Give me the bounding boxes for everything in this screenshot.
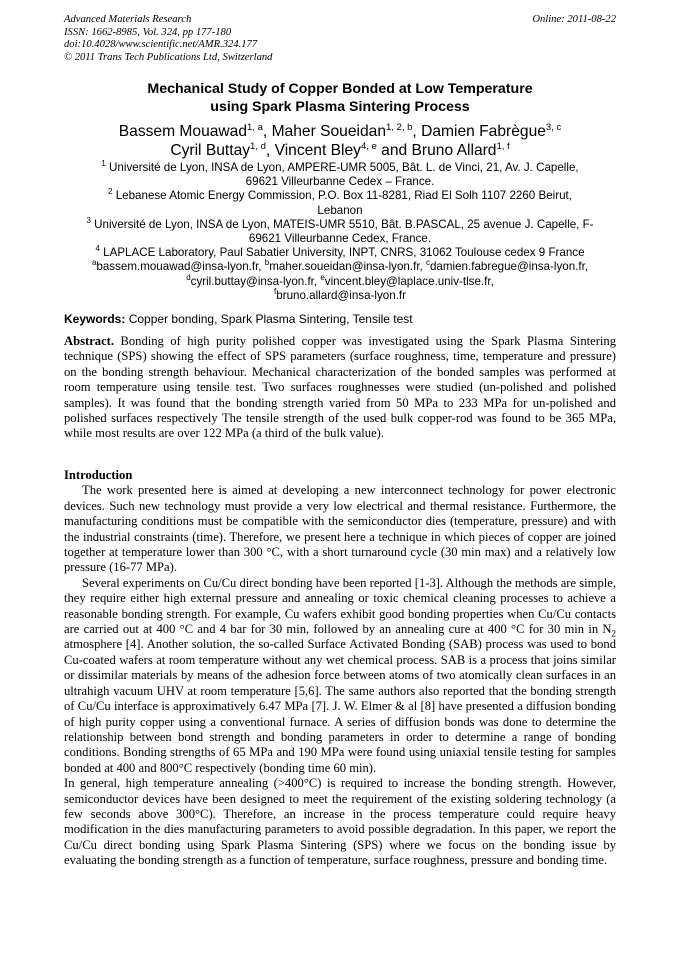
paragraph: In general, high temperature annealing (>400°C) is required to increase the bonding strength. However, semiconductor devices have been designed to meet the requirement of the existing soldering technology (a few seconds above 300°C). Therefore, an increase in the process temperature could require heavy modification in the dies manufacturing parameters to avoid possible degradation. In this paper, we report the Cu/Cu direct bonding using Spark Plasma Sintering (SPS) where we focus on the bonding issue by evaluating the bonding strength as a function of temperature, surface roughness, pressure and bonding time. — [64, 776, 616, 868]
introduction-section — [64, 468, 616, 869]
journal-name: Advanced Materials Research — [64, 14, 192, 25]
affiliation-text: Université de Lyon, INSA de Lyon, MATEIS-UMR 5510, Bât. B.PASCAL, 25 avenue J. Capelle, F- — [94, 217, 594, 231]
subscript: 2 — [611, 628, 616, 639]
paragraph — [64, 576, 616, 776]
author-list — [64, 122, 616, 160]
email-sup: a — [91, 258, 97, 268]
email-link[interactable]: cyril.buttay@insa-lyon.fr, — [190, 274, 321, 288]
affiliations — [62, 161, 618, 303]
affiliation-text: Lebanese Atomic Energy Commission, P.O. Box 11-8281, Riad El Solh 1107 2260 Beirut, — [115, 189, 572, 203]
email-sup: f — [274, 286, 277, 296]
email-sup: e — [320, 272, 325, 282]
affiliation-number: 2 — [108, 187, 113, 197]
affiliation-text: Lebanon — [317, 203, 363, 217]
author-separator: , — [262, 123, 272, 140]
section-heading: Introduction — [64, 468, 133, 482]
author-name: Bruno Allard — [411, 142, 497, 159]
paragraph-text: atmosphere [4]. Another solution, the so-called Surface Activated Bonding (SAB) process was used to bond Cu-coated wafers at room temperature without any wet chemical process. SAB is a process that joins similar or dissimilar materials by means of the adhesion force between atoms of two atomically clean surfaces in an ultrahigh vacuum UHV at room temperature [5,6]. The same authors also reported that the bonding strength of Cu/Cu interface is approximatively 6.47 MPa [7]. J. W. Elmer & al [8] have presented a diffusion bonding of high purity copper using a conventional furnace. A series of diffusion bonds was done to determine the relationship between bond strength and bonding parameters in order to determine a range of bonding conditions. Bonding strengths of 65 MPa and 190 MPa were found using uniaxial tensile testing for samples bonded at 400 and 800°C respectively (bonding time 60 min). — [64, 637, 616, 775]
paragraph-text: Several experiments on Cu/Cu direct bonding have been reported [1-3]. Although the methods are simple, they require either high external pressure and annealing or toxic chemical cleaning processes to achieve a reasonable bonding strength. For example, Cu wafers exhibit good bonding properties when Cu/Cu contacts are carried out at 400 °C and 4 bar for 30 min, followed by an annealing cure at 400 °C for 30 min in N — [64, 575, 616, 637]
author-affil-sup: 1, d — [250, 141, 266, 152]
keywords — [64, 312, 616, 326]
author-separator: , — [412, 123, 422, 140]
keywords-label: Keywords: — [64, 312, 126, 326]
affiliation-1 — [62, 161, 618, 189]
affiliation-number: 4 — [95, 244, 100, 254]
email-link[interactable]: damien.fabregue@insa-lyon.fr, — [429, 260, 589, 274]
affiliation-text: LAPLACE Laboratory, Paul Sabatier University, INPT, CNRS, 31062 Toulouse cedex 9 France — [103, 246, 585, 260]
email-link[interactable]: bruno.allard@insa-lyon.fr — [276, 288, 406, 302]
author-affil-sup: 1, 2, b — [386, 122, 413, 133]
email-link[interactable]: vincent.bley@laplace.univ-tlse.fr, — [324, 274, 494, 288]
affiliation-number: 1 — [101, 159, 106, 168]
doi-line: doi:10.4028/www.scientific.net/AMR.324.177 — [64, 39, 258, 50]
author-name: Damien Fabrègue — [421, 123, 546, 140]
copyright-line: © 2011 Trans Tech Publications Ltd, Switzerland — [64, 51, 273, 63]
author-separator: and — [376, 142, 412, 159]
abstract-text: Bonding of high purity polished copper was investigated using the Spark Plasma Sintering technique (SPS) showing the effect of SPS parameters (surface roughness, time, temperature and pressure) on the bonding strength behaviour. Mechanical characterization of the bonded samples was performed at room temperature using tensile test. Two surfaces roughnesses were studied (un-polished and polished samples). It was found that the bonding strength varied from 50 MPa to 233 MPa for un-polished and polished surfaces respectively The tensile strength of the used bulk copper-rod was found to be 365 MPa, while most results are over 122 MPa (a third of the bulk value). — [64, 334, 616, 441]
abstract-label: Abstract. — [64, 334, 115, 348]
running-header — [64, 14, 616, 64]
author-affil-sup: 1, a — [247, 122, 263, 133]
title-line-2: using Spark Plasma Sintering Process — [210, 99, 470, 115]
author-line-1 — [64, 122, 616, 141]
paper-title — [64, 80, 616, 116]
email-link[interactable]: bassem.mouawad@insa-lyon.fr, — [96, 260, 265, 274]
author-separator: , — [265, 142, 275, 159]
affiliation-text: 69621 Villeurbanne Cedex – France. — [245, 175, 435, 189]
email-link[interactable]: maher.soueidan@insa-lyon.fr, — [269, 260, 426, 274]
author-affil-sup: 3, c — [545, 122, 562, 133]
affiliation-3 — [62, 215, 618, 246]
affiliation-4 — [62, 246, 618, 260]
email-list — [62, 260, 618, 303]
author-line-2 — [64, 141, 616, 160]
email-sup: b — [264, 258, 270, 268]
author-affil-sup: 4, e — [360, 141, 377, 152]
abstract — [64, 334, 616, 442]
affiliation-2 — [62, 189, 618, 217]
keywords-text: Copper bonding, Spark Plasma Sintering, Tensile test — [128, 312, 413, 326]
title-line-1: Mechanical Study of Copper Bonded at Low Temperature — [147, 81, 533, 97]
email-sup: c — [425, 258, 430, 268]
author-name: Cyril Buttay — [170, 142, 251, 159]
online-date: Online: 2011-08-22 — [532, 14, 616, 25]
affiliation-text: Université de Lyon, INSA de Lyon, AMPERE-UMR 5005, Bât. L. de Vinci, 21, Av. J. Capelle, — [109, 161, 579, 174]
affiliation-text: 69621 Villeurbanne Cedex, France. — [248, 232, 432, 246]
author-name: Bassem Mouawad — [118, 123, 248, 140]
author-affil-sup: 1, f — [496, 141, 510, 152]
issn-line: ISSN: 1662-8985, Vol. 324, pp 177-180 — [64, 26, 232, 38]
email-sup: d — [186, 272, 191, 282]
paragraph: The work presented here is aimed at developing a new interconnect technology for power electronic devices. Such new technology must provide a very low electrical and thermal resistance. Furthermore, the manufacturing conditions must be compatible with the semiconductor dies (temperature, pressure) and with the industrial constraints (time). Therefore, we present here a technique in which pieces of copper are joined together at temperature lower than 300 °C, with a short turnaround cycle (30 min max) and a relatively low pressure (16-77 MPa). — [64, 483, 616, 575]
author-name: Vincent Bley — [274, 142, 361, 159]
affiliation-number: 3 — [86, 215, 91, 225]
author-name: Maher Soueidan — [271, 123, 386, 140]
